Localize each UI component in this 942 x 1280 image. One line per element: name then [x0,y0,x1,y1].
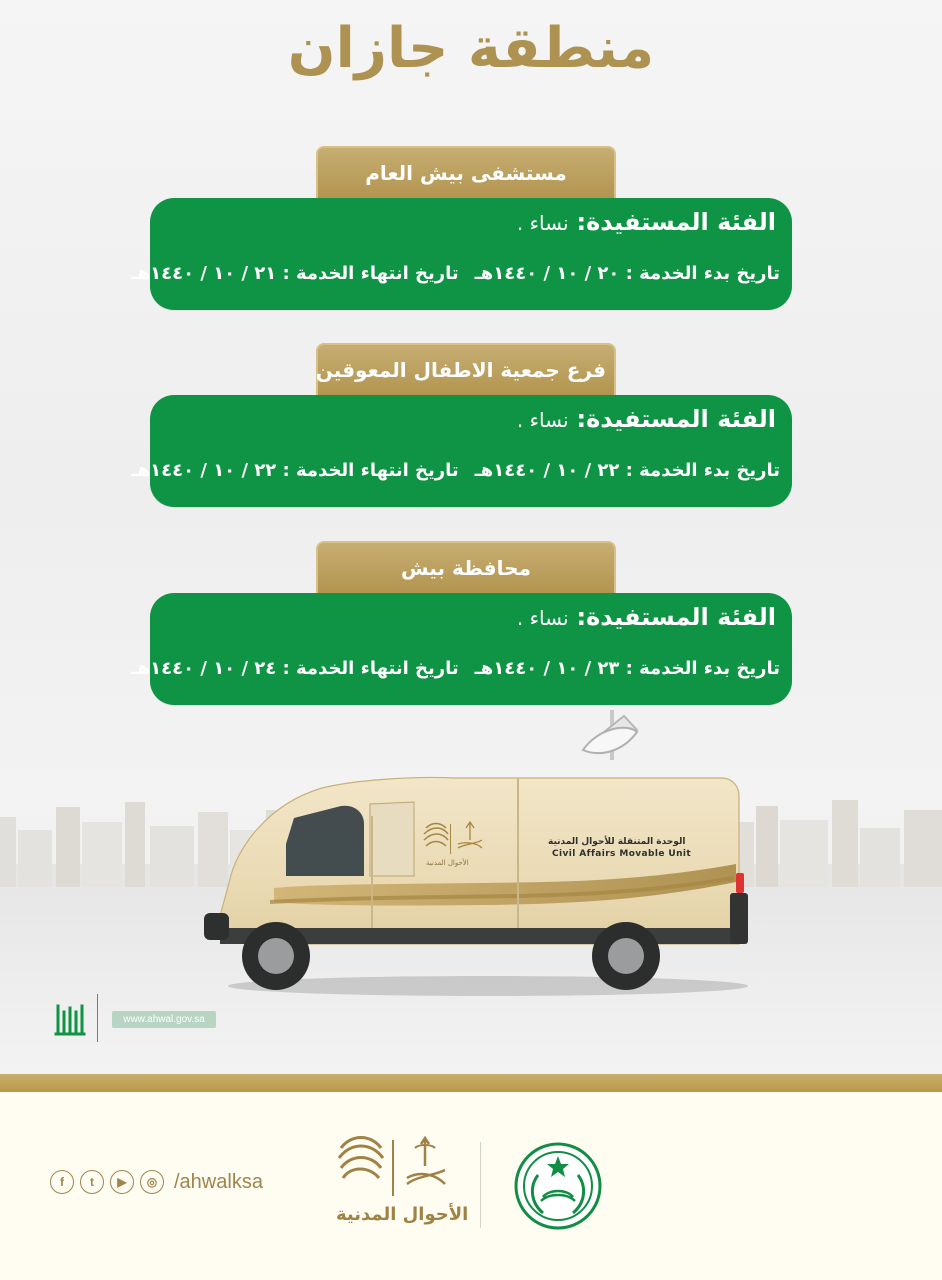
end-date: تاريخ انتهاء الخدمة : ٢٢ / ١٠ / ١٤٤٠هـ [131,460,459,481]
website-link[interactable]: www.ahwal.gov.sa [112,1011,216,1028]
ministry-seal-icon [513,1141,603,1231]
start-date: تاريخ بدء الخدمة : ٢٣ / ١٠ / ١٤٤٠هـ [474,658,780,679]
location-tab [316,541,616,595]
start-date: تاريخ بدء الخدمة : ٢٠ / ١٠ / ١٤٤٠هـ [474,263,780,284]
beneficiary-row [517,605,776,629]
end-date: تاريخ انتهاء الخدمة : ٢١ / ١٠ / ١٤٤٠هـ [131,263,459,284]
service-dates-row [131,265,780,283]
page-title: منطقة جازان [287,16,655,81]
location-tab [316,343,616,397]
absher-icon [52,1000,88,1040]
service-card-1 [131,146,792,310]
service-dates-row [131,462,780,480]
location-label: مستشفى بيش العام [365,161,567,185]
beneficiary-label: الفئة المستفيدة: [576,603,776,631]
service-details-card [131,593,792,705]
location-tab [316,146,616,200]
social-handle[interactable]: /ahwalksa [174,1170,263,1193]
beneficiary-value: نساء . [516,606,569,630]
van-logo-text: الأحوال المدنية [426,859,469,867]
service-card-2 [131,343,792,507]
location-label: فرع جمعية الاطفال المعوقين [315,358,606,382]
service-details-card [131,395,792,507]
beneficiary-row [517,407,776,431]
youtube-icon[interactable]: ▶ [110,1170,134,1194]
instagram-icon[interactable]: ◎ [140,1170,164,1194]
service-dates-row [131,660,780,678]
beneficiary-label: الفئة المستفيدة: [576,405,776,433]
beneficiary-value: نساء . [516,408,569,432]
location-label: محافظة بيش [401,556,531,580]
van-english-unit-text: Civil Affairs Movable Unit [552,849,692,859]
service-card-3 [131,541,792,705]
gold-footer-separator [0,1074,942,1092]
twitter-icon[interactable]: t [80,1170,104,1194]
beneficiary-row [517,210,776,234]
social-links [50,1170,263,1194]
service-details-card [131,198,792,310]
beneficiary-value: نساء . [516,211,569,235]
van-arabic-unit-text: الوحدة المتنقلة للأحوال المدنية [548,837,686,847]
beneficiary-label: الفئة المستفيدة: [576,208,776,236]
footer-logo-divider [480,1142,481,1228]
facebook-icon[interactable]: f [50,1170,74,1194]
start-date: تاريخ بدء الخدمة : ٢٢ / ١٠ / ١٤٤٠هـ [474,460,780,481]
website-divider [97,994,98,1042]
end-date: تاريخ انتهاء الخدمة : ٢٤ / ١٠ / ١٤٤٠هـ [131,658,459,679]
civil-affairs-logo-text: الأحوال المدنية [336,1204,469,1225]
